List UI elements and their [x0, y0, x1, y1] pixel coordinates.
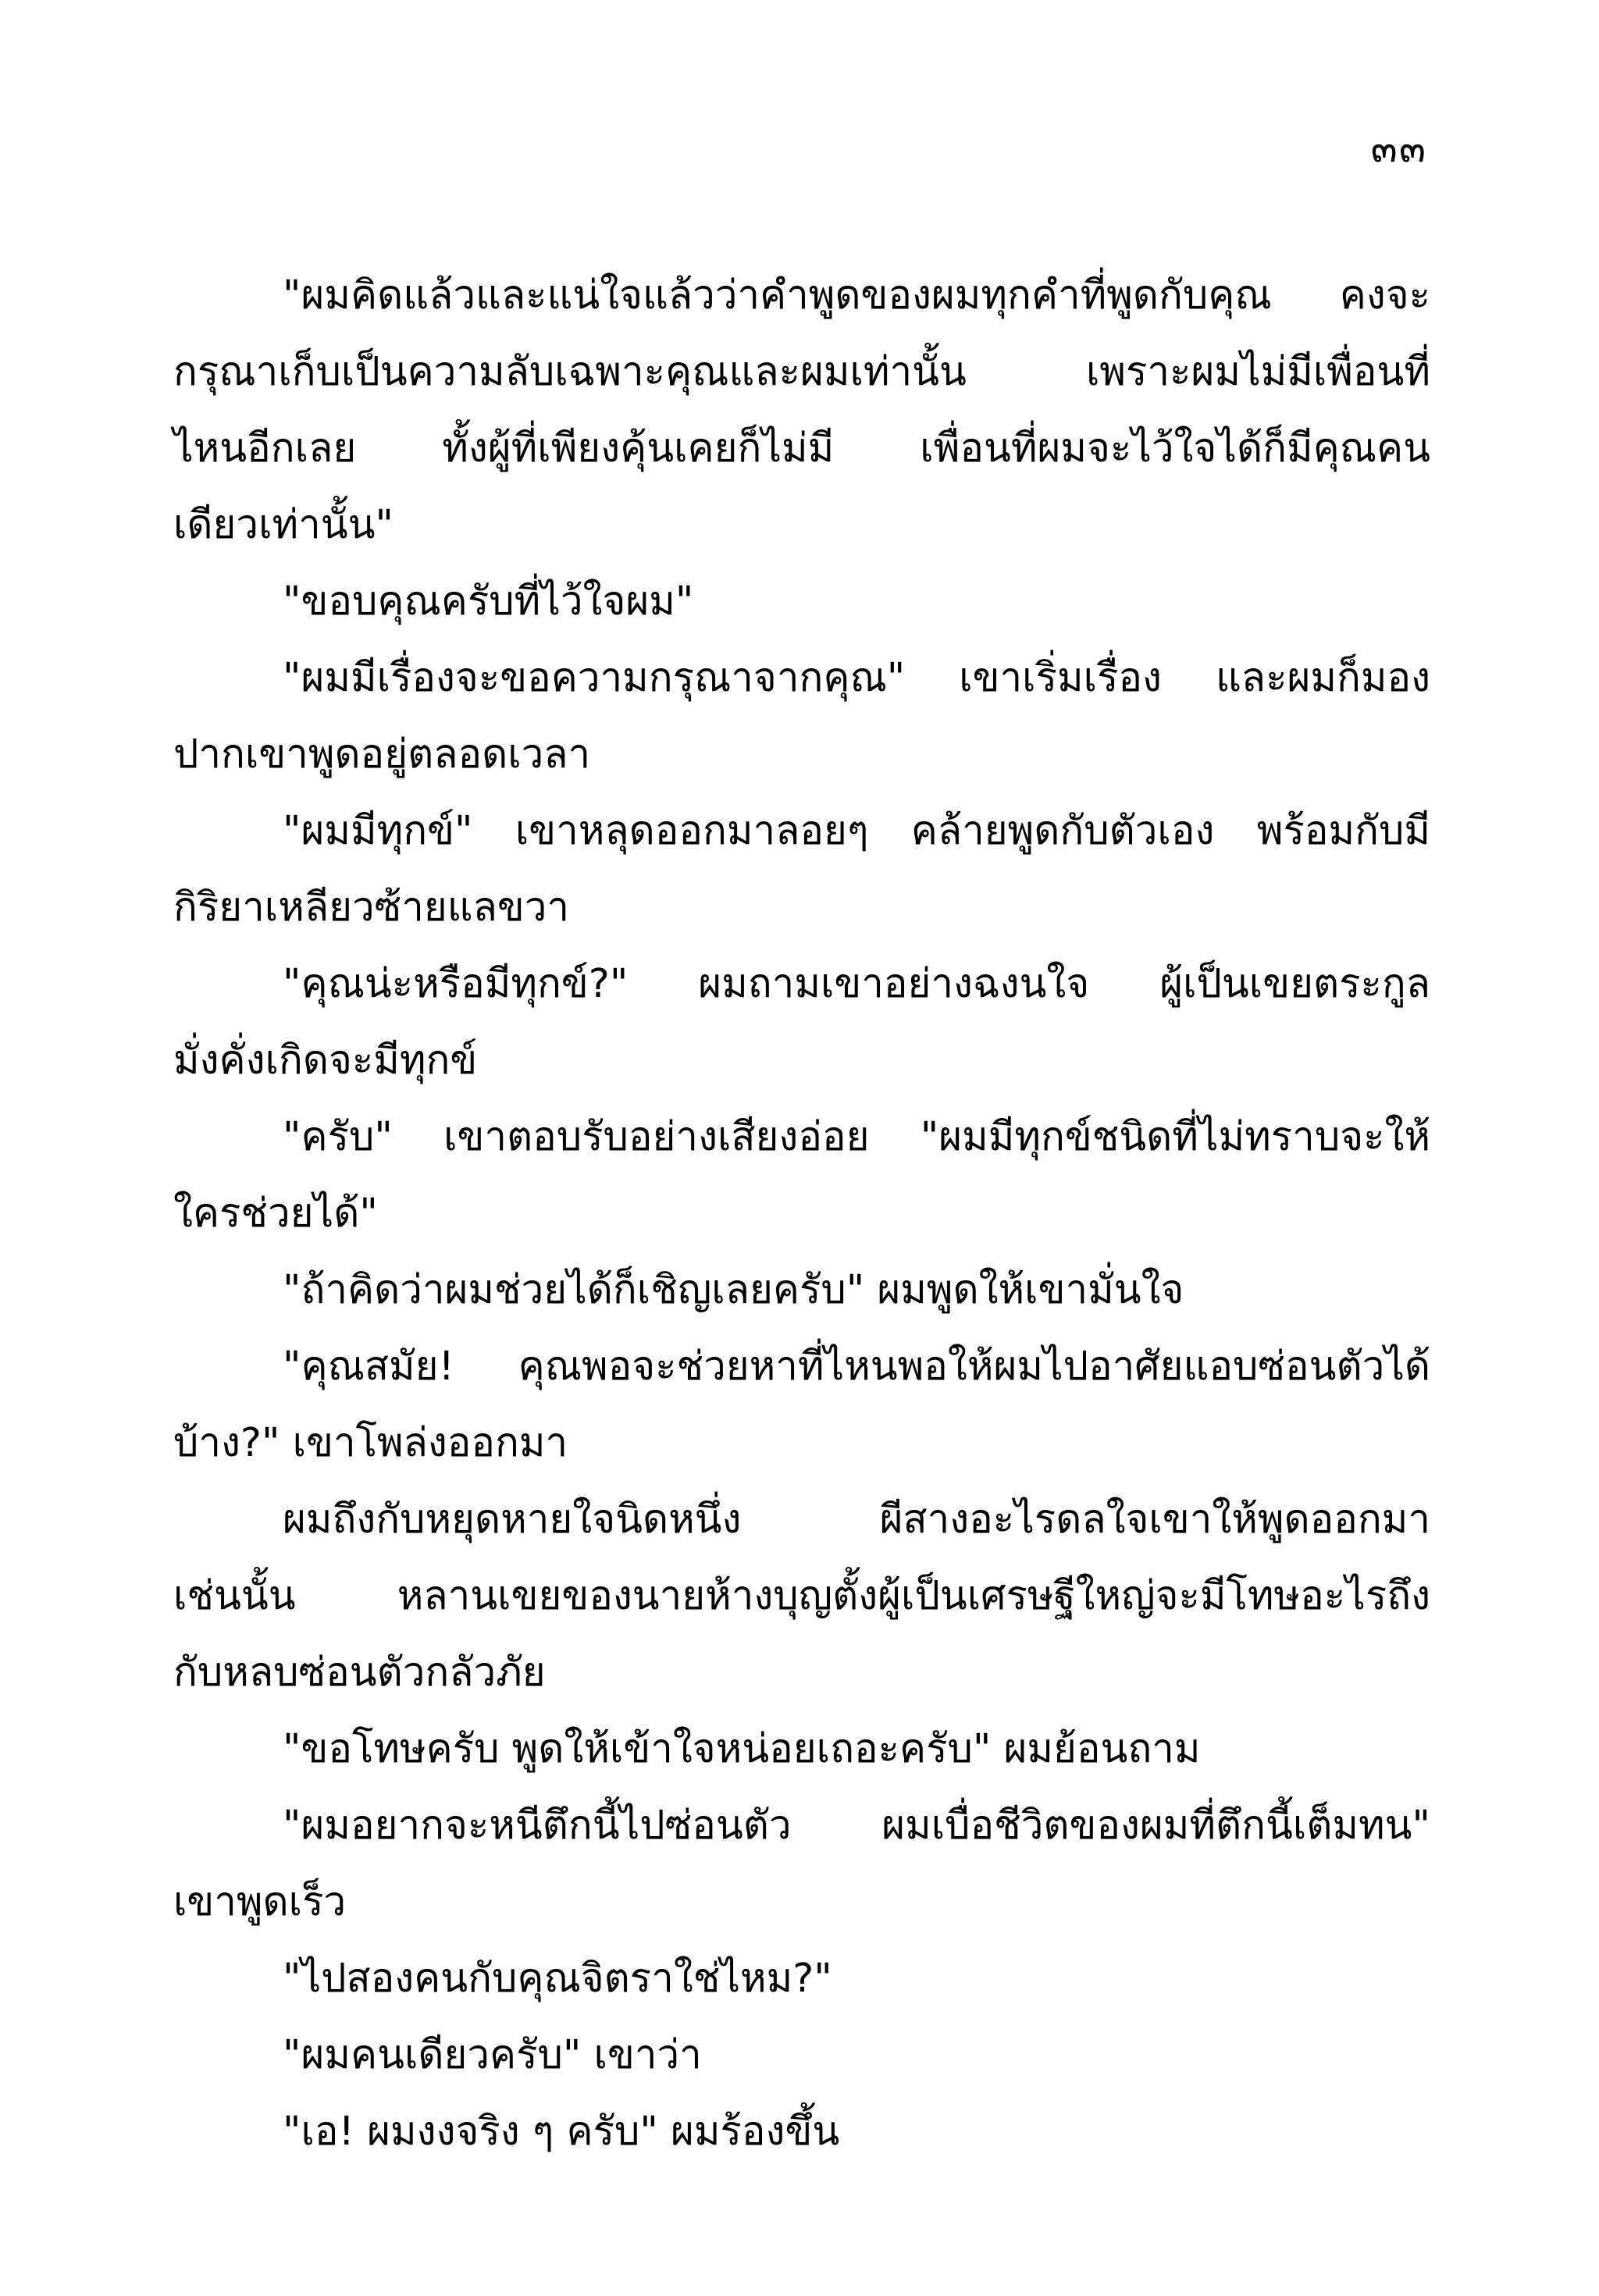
text-line: "ครับ" เขาตอบรับอย่างเสียงอ่อย "ผมมีทุกข์ชนิดที่ไม่ทราบจะให้ — [283, 1114, 1430, 1160]
paragraph — [173, 258, 1430, 564]
text-line: ไหนอีกเลย ทั้งผู้ที่เพียงคุ้นเคยก็ไม่มี เพื่อนที่ผมจะไว้ใจได้ก็มีคุณคน — [173, 425, 1430, 472]
paragraph — [173, 1329, 1430, 1482]
text-line: กิริยาเหลียวซ้ายแลขวา — [173, 885, 570, 931]
page-number: ๓๓ — [1370, 126, 1427, 171]
text-line: "คุณสมัย! คุณพอจะช่วยหาที่ไหนพอให้ผมไปอาศัยแอบซ่อนตัวได้ — [283, 1344, 1430, 1390]
text-line: "ขอโทษครับ พูดให้เข้าใจหน่อยเถอะครับ" ผมย้อนถาม — [283, 1726, 1201, 1772]
text-line: "ถ้าคิดว่าผมช่วยได้ก็เชิญเลยครับ" ผมพูดให้เขามั่นใจ — [283, 1267, 1184, 1313]
text-line: เดียวเท่านั้น" — [173, 502, 394, 548]
text-line: "ไปสองคนกับคุณจิตราใช่ไหม?" — [283, 1956, 832, 2002]
text-line: กับหลบซ่อนตัวกลัวภัย — [173, 1650, 546, 1696]
paragraph — [173, 1482, 1430, 1711]
text-line: ปากเขาพูดอยู่ตลอดเวลา — [173, 732, 591, 778]
paragraph — [173, 1099, 1430, 1252]
text-line: "เอ! ผมงงจริง ๆ ครับ" ผมร้องขึ้น — [283, 2109, 840, 2155]
paragraph — [173, 2094, 1430, 2170]
paragraph — [173, 793, 1430, 946]
text-line: เช่นนั้น หลานเขยของนายห้างบุญตั้งผู้เป็นเศรษฐีใหญ่จะมีโทษอะไรถึง — [173, 1573, 1430, 1619]
paragraph — [173, 1788, 1430, 1941]
paragraph — [173, 564, 1430, 640]
text-line: "คุณน่ะหรือมีทุกข์?" ผมถามเขาอย่างฉงนใจ ผู้เป็นเขยตระกูล — [283, 961, 1430, 1007]
body-text — [173, 258, 1430, 2170]
text-line: "ผมอยากจะหนีตึกนี้ไปซ่อนตัว ผมเบื่อชีวิตของผมที่ตึกนี้เต็มทน" — [283, 1803, 1430, 1849]
text-line: "ผมคิดแล้วและแน่ใจแล้วว่าคำพูดของผมทุกคำที่พูดกับคุณ คงจะ — [283, 272, 1430, 319]
paragraph — [173, 1252, 1430, 1329]
paragraph — [173, 640, 1430, 793]
text-line: "ผมมีทุกข์" เขาหลุดออกมาลอยๆ คล้ายพูดกับตัวเอง พร้อมกับมี — [283, 808, 1430, 854]
paragraph — [173, 2017, 1430, 2094]
text-line: มั่งคั่งเกิดจะมีทุกข์ — [173, 1038, 478, 1084]
text-line: "ขอบคุณครับที่ไว้ใจผม" — [283, 578, 694, 625]
text-line: บ้าง?" เขาโพล่งออกมา — [173, 1420, 568, 1466]
text-line: กรุณาเก็บเป็นความลับเฉพาะคุณและผมเท่านั้น เพราะผมไม่มีเพื่อนที่ — [173, 349, 1430, 395]
paragraph — [173, 946, 1430, 1099]
text-line: "ผมมีเรื่องจะขอความกรุณาจากคุณ" เขาเริ่มเรื่อง และผมก็มอง — [283, 655, 1430, 701]
text-line: เขาพูดเร็ว — [173, 1879, 347, 1925]
paragraph — [173, 1941, 1430, 2017]
text-line: "ผมคนเดียวครับ" เขาว่า — [283, 2032, 702, 2078]
text-line: ใครช่วยได้" — [173, 1191, 378, 1237]
paragraph — [173, 1711, 1430, 1788]
text-line: ผมถึงกับหยุดหายใจนิดหนึ่ง ผีสางอะไรดลใจเขาให้พูดออกมา — [283, 1497, 1430, 1543]
